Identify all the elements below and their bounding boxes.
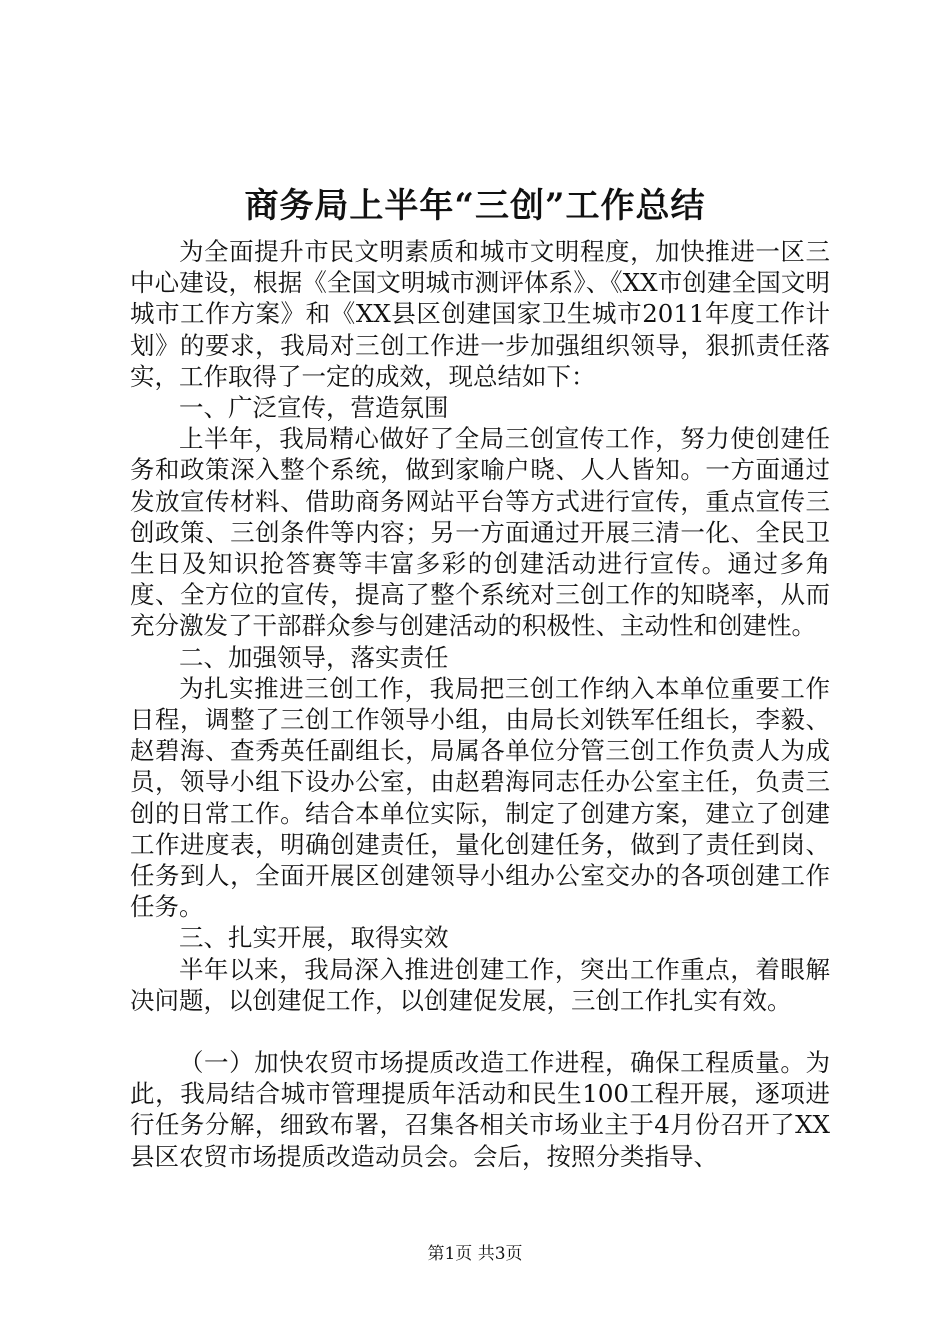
section-3-paragraph: 半年以来，我局深入推进创建工作，突出工作重点，着眼解决问题，以创建促工作，以创建促发展，三创工作扎实有效。 <box>130 954 830 1015</box>
page-footer: 第1页 共3页 <box>427 1244 523 1264</box>
document-title: 商务局上半年“三创”工作总结 <box>244 186 706 226</box>
section-1-paragraph: 上半年，我局精心做好了全局三创宣传工作，努力使创建任务和政策深入整个系统，做到家喻户晓、人人皆知。一方面通过发放宣传材料、借助商务网站平台等方式进行宣传，重点宣传三创政策、三创条件等内容；另一方面通过开展三清一化、全民卫生日及知识抢答赛等丰富多彩的创建活动进行宣传。通过多角度、全方位的宣传，提高了整个系统对三创工作的知晓率，从而充分激发了干部群众参与创建活动的积极性、主动性和创建性。 <box>130 424 830 641</box>
section-heading-2: 二、加强领导，落实责任 <box>179 642 449 672</box>
section-2-paragraph: 为扎实推进三创工作，我局把三创工作纳入本单位重要工作日程，调整了三创工作领导小组，由局长刘铁军任组长，李毅、赵碧海、查秀英任副组长，局属各单位分管三创工作负责人为成员，领导小组下设办公室，由赵碧海同志任办公室主任，负责三创的日常工作。结合本单位实际，制定了创建方案，建立了创建工作进度表，明确创建责任，量化创建任务，做到了责任到岗、任务到人，全面开展区创建领导小组办公室交办的各项创建工作任务。 <box>130 673 830 922</box>
section-heading-1: 一、广泛宣传，营造氛围 <box>179 393 449 423</box>
document-body <box>130 236 830 1172</box>
section-heading-3: 三、扎实开展，取得实效 <box>179 923 449 953</box>
intro-paragraph: 为全面提升市民文明素质和城市文明程度，加快推进一区三中心建设，根据《全国文明城市测评体系》、《XX市创建全国文明城市工作方案》和《XX县区创建国家卫生城市2011年度工作计划》的要求，我局对三创工作进一步加强组织领导，狠抓责任落实，工作取得了一定的成效，现总结如下： <box>130 237 830 391</box>
subsection-1-paragraph: （一）加快农贸市场提质改造工作进程，确保工程质量。为此，我局结合城市管理提质年活动和民生100工程开展，逐项进行任务分解，细致布署，召集各相关市场业主于4月份召开了XX县区农贸市场提质改造动员会。会后，按照分类指导、 <box>130 1048 830 1171</box>
